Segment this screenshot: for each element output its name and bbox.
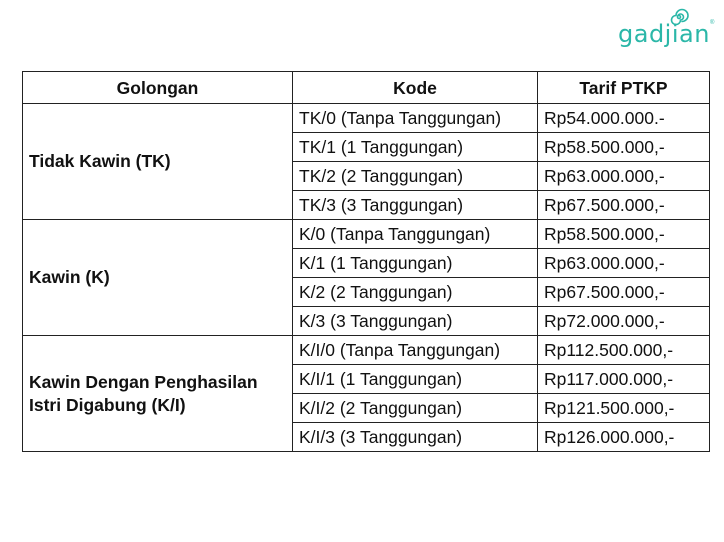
group-label: Tidak Kawin (TK) (23, 104, 293, 220)
tarif-cell: Rp58.500.000,- (538, 220, 710, 249)
tarif-cell: Rp126.000.000,- (538, 423, 710, 452)
header-tarif: Tarif PTKP (538, 72, 710, 104)
kode-cell: K/3 (3 Tanggungan) (293, 307, 538, 336)
tarif-cell: Rp58.500.000,- (538, 133, 710, 162)
kode-cell: K/0 (Tanpa Tanggungan) (293, 220, 538, 249)
registered-mark: ® (710, 20, 715, 26)
table-row (23, 104, 710, 133)
table-header-row (23, 72, 710, 104)
group-label: Kawin (K) (23, 220, 293, 336)
header-golongan: Golongan (23, 72, 293, 104)
kode-cell: TK/0 (Tanpa Tanggungan) (293, 104, 538, 133)
table-row (23, 336, 710, 365)
kode-cell: K/I/3 (3 Tanggungan) (293, 423, 538, 452)
tarif-cell: Rp63.000.000,- (538, 249, 710, 278)
gadjian-logo (606, 6, 718, 54)
kode-cell: K/I/2 (2 Tanggungan) (293, 394, 538, 423)
kode-cell: TK/3 (3 Tanggungan) (293, 191, 538, 220)
tarif-cell: Rp54.000.000.- (538, 104, 710, 133)
kode-cell: K/2 (2 Tanggungan) (293, 278, 538, 307)
tarif-cell: Rp67.500.000,- (538, 278, 710, 307)
tarif-cell: Rp63.000.000,- (538, 162, 710, 191)
ptkp-table (22, 71, 710, 452)
kode-cell: K/I/0 (Tanpa Tanggungan) (293, 336, 538, 365)
kode-cell: K/I/1 (1 Tanggungan) (293, 365, 538, 394)
group-label: Kawin Dengan Penghasilan Istri Digabung (K/I) (23, 336, 293, 452)
tarif-cell: Rp72.000.000,- (538, 307, 710, 336)
tarif-cell: Rp117.000.000,- (538, 365, 710, 394)
tarif-cell: Rp121.500.000,- (538, 394, 710, 423)
tarif-cell: Rp112.500.000,- (538, 336, 710, 365)
kode-cell: TK/1 (1 Tanggungan) (293, 133, 538, 162)
table-row (23, 220, 710, 249)
logo-wordmark: gadjian (618, 20, 710, 48)
header-kode: Kode (293, 72, 538, 104)
tarif-cell: Rp67.500.000,- (538, 191, 710, 220)
kode-cell: TK/2 (2 Tanggungan) (293, 162, 538, 191)
kode-cell: K/1 (1 Tanggungan) (293, 249, 538, 278)
